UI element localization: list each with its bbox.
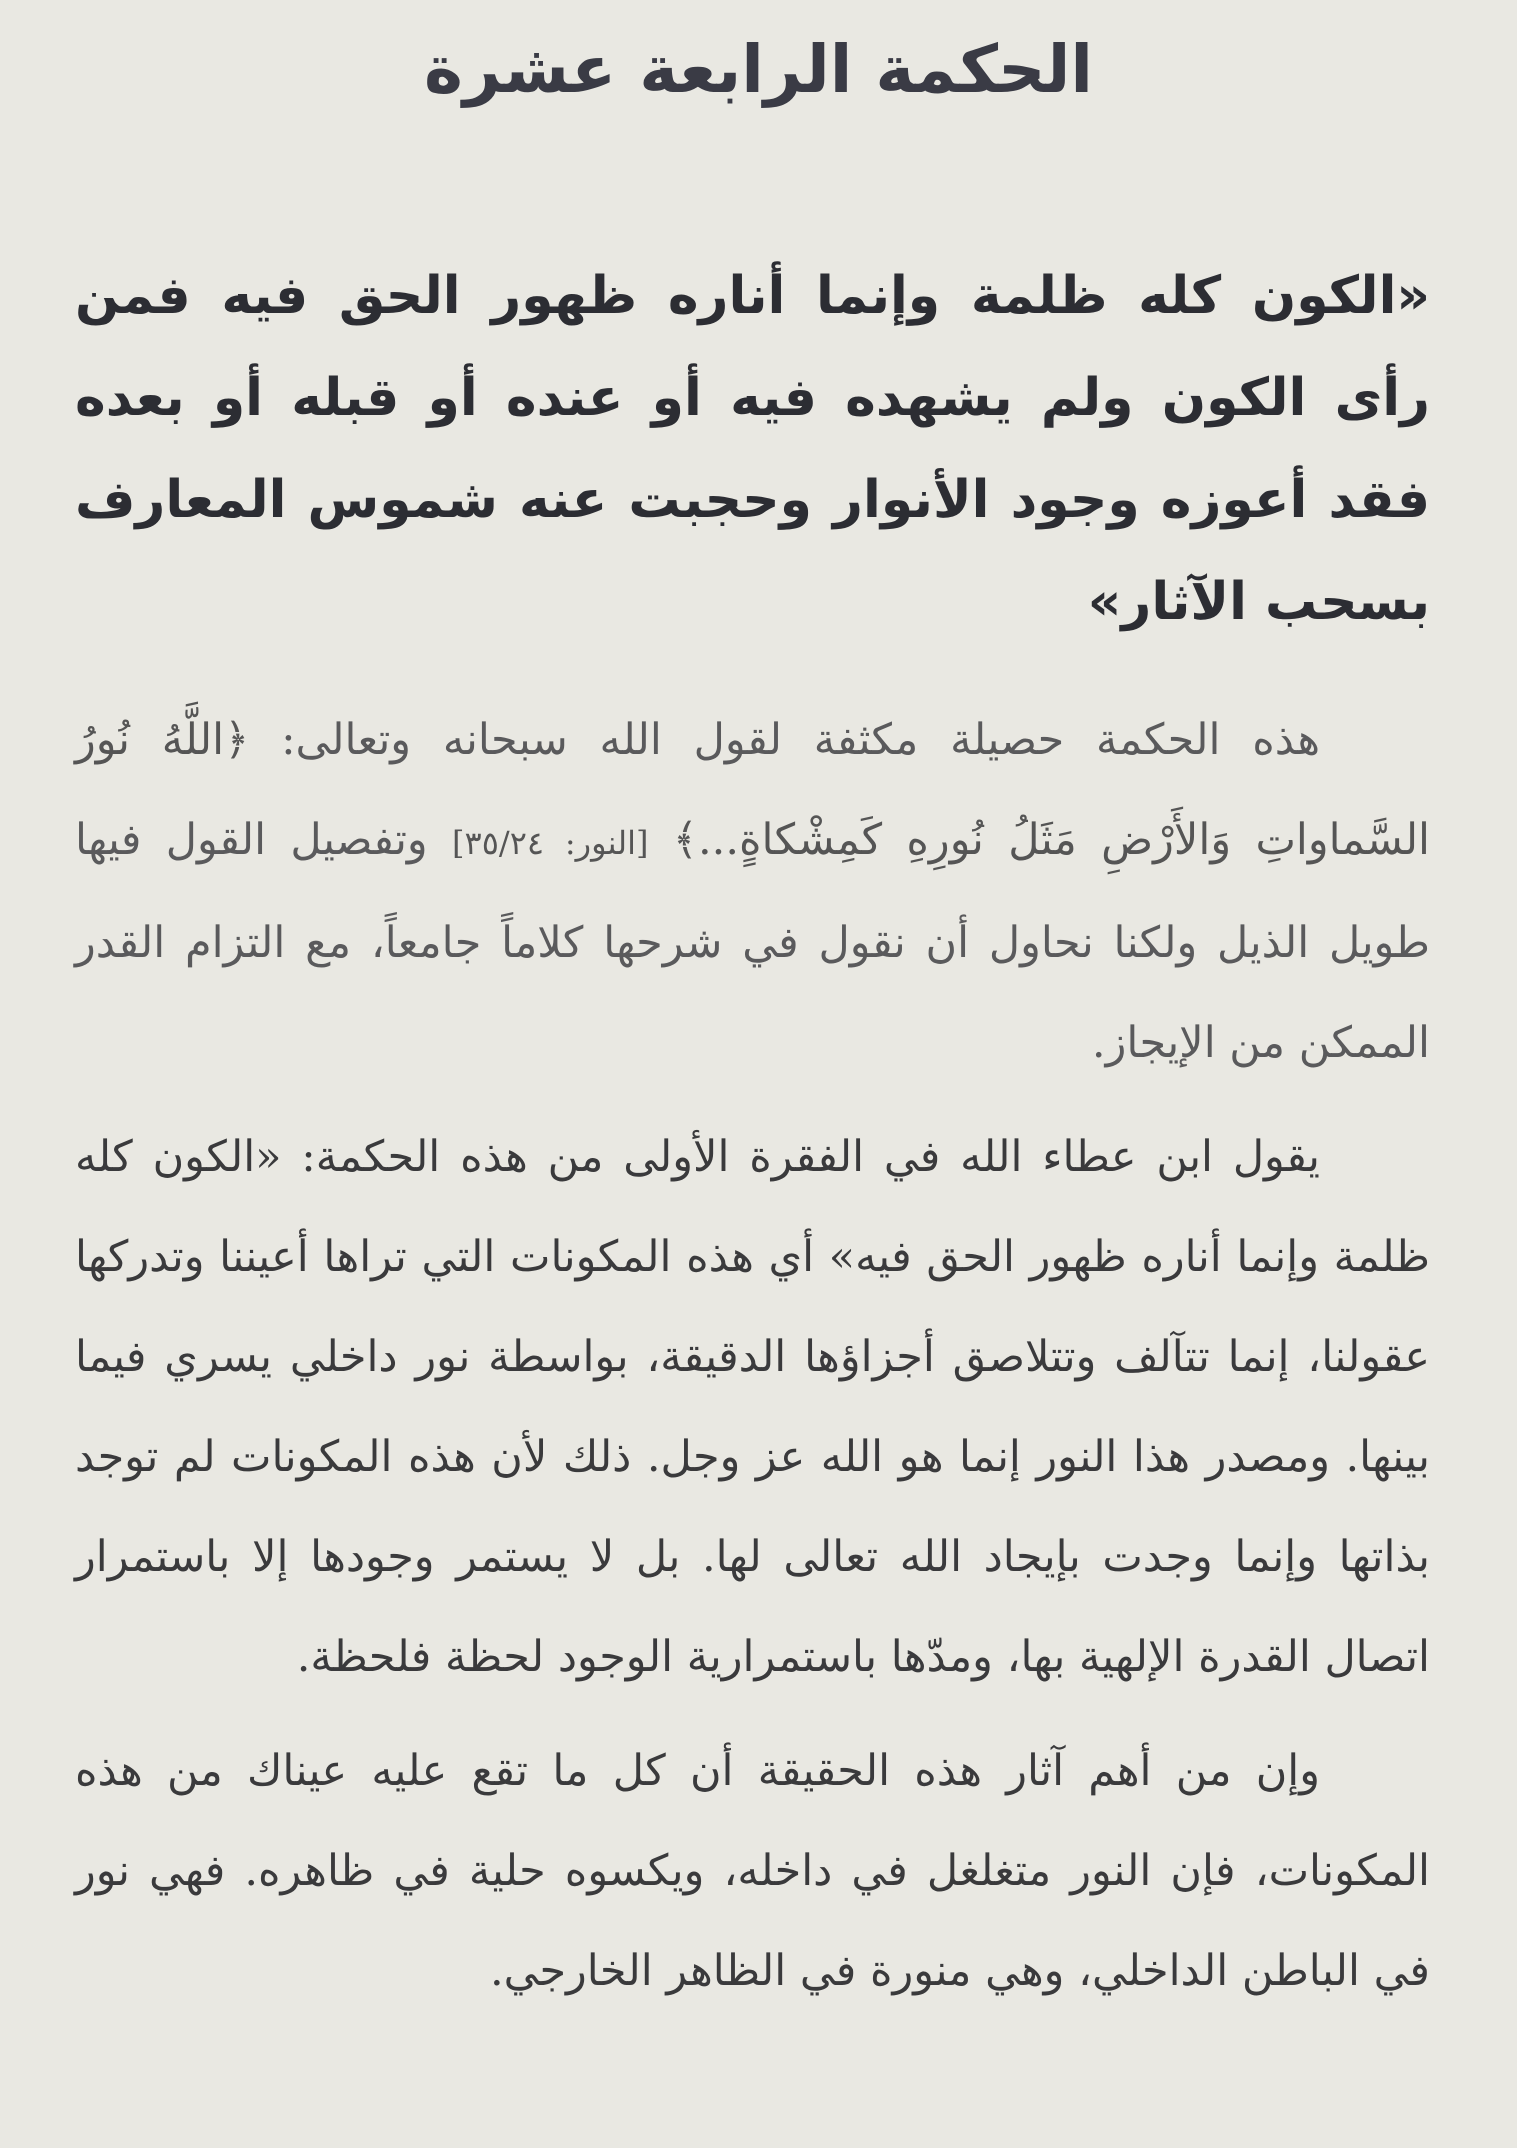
paragraph-1-intro: هذه الحكمة حصيلة مكثفة لقول الله سبحانه وتعالى: xyxy=(281,715,1321,765)
wisdom-quote: «الكون كله ظلمة وإنما أناره ظهور الحق فيه فمن رأى الكون ولم يشهده فيه أو عنده أو قبله أو بعده فقد أعوزه وجود الأنوار وحجبت عنه شموس المعارف بسحب الآثار» xyxy=(75,266,1430,632)
paragraph-1 xyxy=(75,690,1430,1093)
chapter-title: الحكمة الرابعة عشرة xyxy=(424,31,1093,108)
paragraph-1-rest: وتفصيل القول فيها طويل الذيل ولكنا نحاول أن نقول في شرحها كلاماً جامعاً، مع التزام القدر الممكن من الإيجاز. xyxy=(75,815,1430,1068)
paragraph-3: وإن من أهم آثار هذه الحقيقة أن كل ما تقع عليه عيناك من هذه المكونات، فإن النور متغلغل في داخله، ويكسوه حلية في ظاهره. فهي نور في الباطن الداخلي، وهي منورة في الظاهر الخارجي. xyxy=(75,1746,1430,1996)
paragraph-2: يقول ابن عطاء الله في الفقرة الأولى من هذه الحكمة: «الكون كله ظلمة وإنما أناره ظهور الحق فيه» أي هذه المكونات التي تراها أعيننا وتدركها عقولنا، إنما تتآلف وتتلاصق أجزاؤها الدقيقة، بواسطة نور داخلي يسري فيما بينها. ومصدر هذا النور إنما هو الله عز وجل. ذلك لأن هذه المكونات لم توجد بذاتها وإنما وجدت بإيجاد الله تعالى لها. بل لا يستمر وجودها إلا باستمرار اتصال القدرة الإلهية بها، ومدّها باستمرارية الوجود لحظة فلحظة. xyxy=(75,1132,1430,1682)
quran-verse: ﴿اللَّهُ نُورُ السَّماواتِ وَالأَرْضِ مَثَلُ نُورِهِ كَمِشْكاةٍ...﴾ xyxy=(75,715,1431,865)
verse-reference: [النور: ٣٥/٢٤] xyxy=(452,824,649,862)
commentary-body xyxy=(75,690,1430,2035)
